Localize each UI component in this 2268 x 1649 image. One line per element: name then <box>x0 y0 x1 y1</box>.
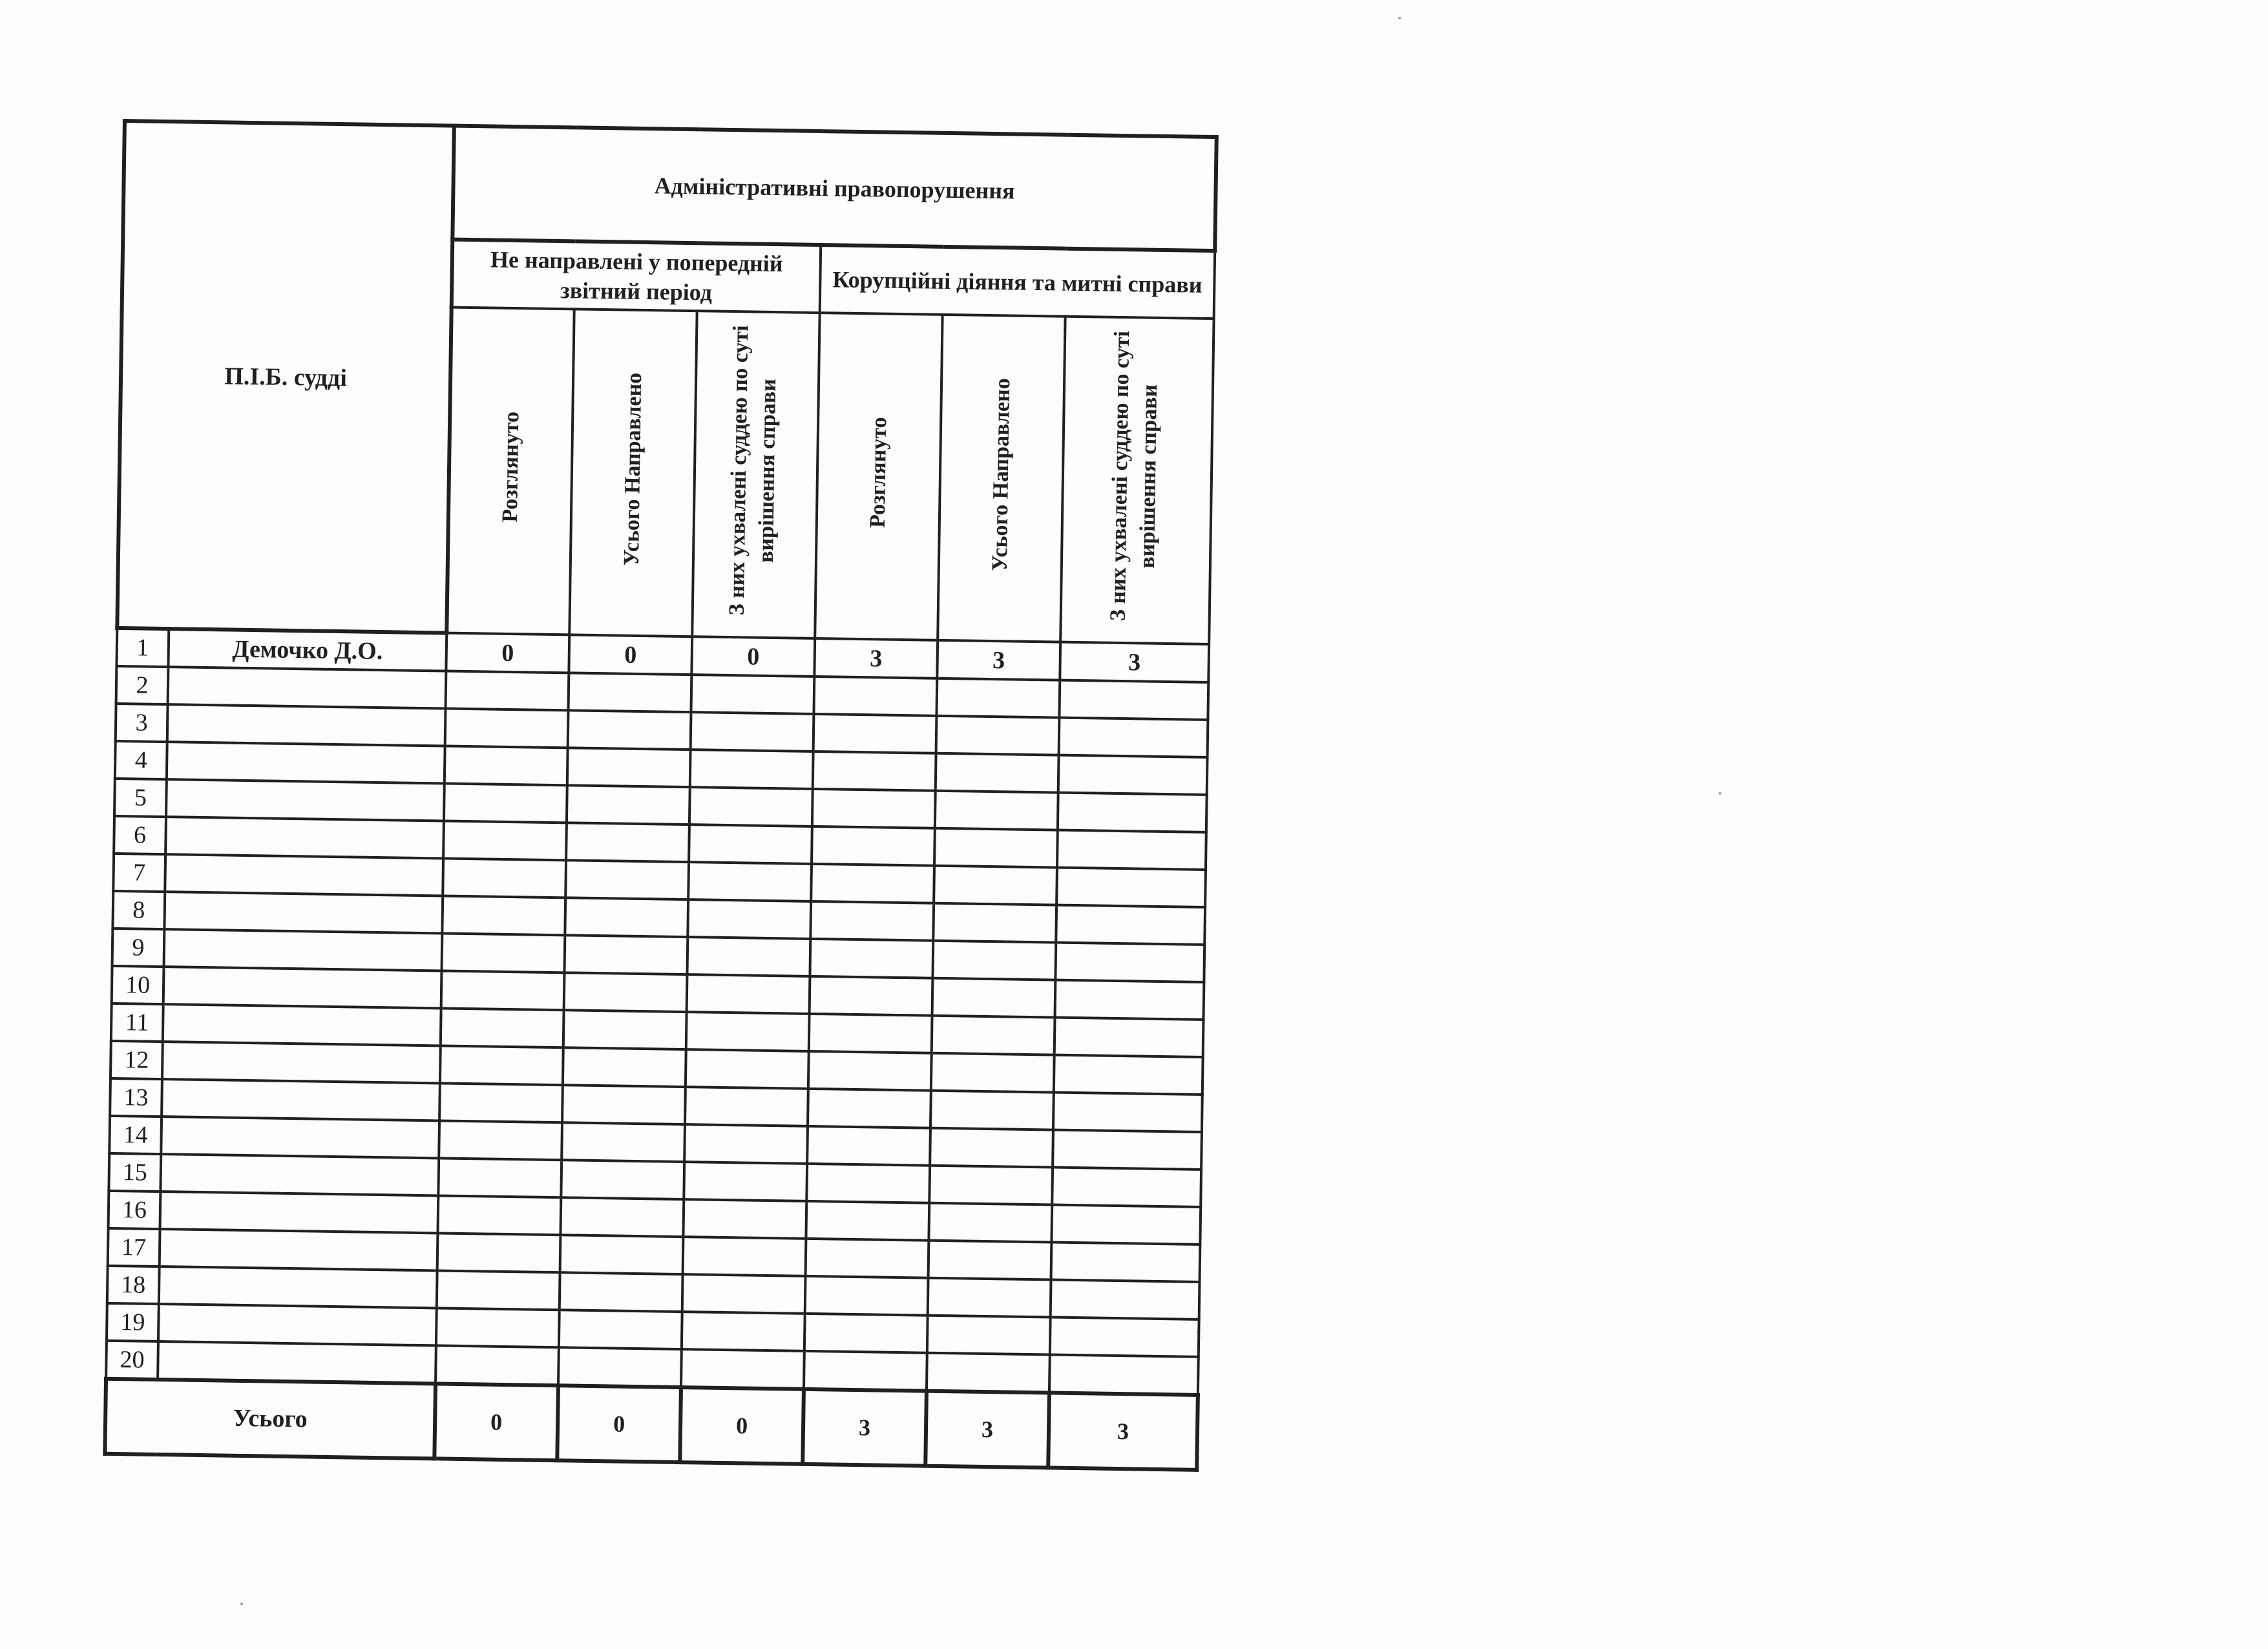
value-cell <box>683 1237 806 1276</box>
value-cell <box>444 783 567 823</box>
value-cell <box>561 1160 684 1199</box>
value-cell <box>814 677 937 716</box>
total-value-cell: 3 <box>1048 1392 1198 1469</box>
row-number: 14 <box>109 1116 162 1154</box>
value-cell <box>685 1087 808 1126</box>
value-cell <box>812 826 935 866</box>
value-cell <box>930 1128 1053 1168</box>
column-header-label: Усього Направлено <box>987 377 1015 571</box>
value-cell <box>1055 980 1204 1020</box>
value-cell <box>934 866 1057 905</box>
value-cell <box>1058 793 1207 832</box>
value-cell <box>935 791 1058 830</box>
value-cell <box>682 1312 805 1351</box>
column-header <box>569 309 697 636</box>
value-cell <box>804 1351 927 1391</box>
value-cell <box>936 678 1060 718</box>
column-header-label: Усього Направлено <box>619 372 647 566</box>
value-cell <box>806 1239 929 1278</box>
value-cell <box>927 1316 1051 1355</box>
value-cell <box>1052 1168 1201 1207</box>
value-cell <box>1057 830 1206 870</box>
column-header-label: З них ухвалені суддею по суті вирішення справи <box>1106 331 1162 622</box>
value-cell <box>930 1091 1054 1130</box>
value-cell <box>807 1126 930 1166</box>
value-cell <box>442 933 565 972</box>
scan-speck <box>240 1602 243 1605</box>
value-cell <box>808 1051 932 1091</box>
value-cell <box>568 710 691 750</box>
value-cell <box>688 899 811 939</box>
value-cell <box>436 1345 559 1385</box>
value-cell <box>563 1010 687 1049</box>
value-cell: 3 <box>1060 642 1209 682</box>
value-cell <box>1059 680 1208 720</box>
value-cell <box>932 1016 1055 1055</box>
scan-speck <box>1719 792 1721 795</box>
report-table-wrapper <box>103 119 1215 1472</box>
value-cell <box>1053 1093 1202 1132</box>
value-cell <box>436 1308 560 1347</box>
value-cell <box>565 860 689 899</box>
column-header <box>815 313 942 640</box>
value-cell <box>565 898 688 937</box>
total-row <box>105 1379 1198 1470</box>
judge-name-cell <box>163 967 442 1008</box>
total-value-cell: 0 <box>680 1387 804 1464</box>
value-cell <box>439 1083 563 1122</box>
total-label: Усього <box>105 1379 436 1459</box>
judge-name-cell <box>158 1341 436 1383</box>
row-number: 10 <box>112 966 164 1004</box>
value-cell <box>1051 1243 1201 1282</box>
total-value-cell: 0 <box>434 1383 558 1460</box>
value-cell <box>440 1045 563 1085</box>
judge-name-cell <box>163 1004 441 1045</box>
value-cell <box>805 1276 929 1316</box>
value-cell <box>936 753 1059 793</box>
judge-name-cell <box>165 817 444 858</box>
value-cell <box>441 971 565 1010</box>
value-cell <box>686 1012 810 1051</box>
value-cell <box>691 675 814 714</box>
value-cell <box>445 746 568 786</box>
column-header-label: Розглянуто <box>498 411 523 523</box>
value-cell <box>813 751 936 791</box>
value-cell <box>927 1353 1050 1393</box>
row-number: 17 <box>108 1228 160 1266</box>
value-cell <box>1051 1280 1200 1319</box>
value-cell <box>806 1201 929 1241</box>
row-number: 5 <box>114 779 167 817</box>
value-cell <box>687 974 810 1014</box>
value-cell <box>1056 868 1206 907</box>
group-header: Корупційні діяння та митні справи <box>820 245 1215 319</box>
row-number: 19 <box>107 1303 159 1341</box>
value-cell <box>929 1166 1053 1205</box>
value-cell <box>562 1085 686 1124</box>
value-cell <box>445 709 569 748</box>
value-cell <box>563 1047 686 1087</box>
row-number: 7 <box>113 854 165 892</box>
value-cell <box>560 1197 684 1237</box>
value-cell <box>932 978 1056 1018</box>
judge-name-cell <box>160 1192 439 1233</box>
value-cell <box>683 1199 806 1239</box>
judge-name-cell <box>166 779 445 821</box>
judge-name-cell <box>160 1154 439 1195</box>
value-cell <box>928 1278 1051 1318</box>
value-cell <box>437 1233 561 1272</box>
column-header <box>1060 317 1213 644</box>
value-cell <box>934 828 1058 868</box>
column-header <box>938 315 1065 642</box>
value-cell <box>438 1158 562 1197</box>
value-cell <box>569 673 692 712</box>
value-cell <box>1058 755 1208 795</box>
value-cell <box>1059 718 1208 757</box>
value-cell <box>1051 1205 1201 1245</box>
value-cell <box>931 1053 1055 1093</box>
judge-name-header: П.І.Б. судді <box>117 121 454 633</box>
value-cell <box>560 1235 684 1274</box>
value-cell <box>446 671 569 711</box>
row-number: 18 <box>107 1266 160 1304</box>
judge-name-cell: Демочко Д.О. <box>168 629 446 671</box>
value-cell <box>1054 1055 1203 1095</box>
judge-name-cell <box>164 892 443 933</box>
value-cell <box>559 1310 682 1349</box>
value-cell <box>562 1122 685 1162</box>
value-cell <box>437 1195 561 1235</box>
value-cell <box>929 1203 1052 1243</box>
value-cell <box>1050 1318 1199 1357</box>
row-number: 12 <box>110 1041 163 1079</box>
value-cell <box>686 1049 809 1089</box>
judge-name-cell <box>167 742 445 783</box>
judge-name-cell <box>160 1229 438 1270</box>
value-cell <box>1053 1130 1202 1170</box>
value-cell: 3 <box>937 640 1060 680</box>
value-cell <box>929 1241 1052 1280</box>
column-header <box>692 311 819 638</box>
value-cell <box>1055 943 1204 982</box>
value-cell <box>443 821 567 860</box>
group-header: Не направлені у попередній звітний період <box>452 240 821 313</box>
value-cell <box>443 858 566 898</box>
total-value-cell: 3 <box>925 1391 1049 1468</box>
value-cell: 0 <box>569 635 692 675</box>
judge-name-cell <box>168 667 446 708</box>
row-number: 2 <box>116 666 169 704</box>
row-number: 16 <box>109 1191 161 1229</box>
value-cell <box>687 937 810 976</box>
value-cell <box>566 823 689 862</box>
value-cell <box>682 1274 806 1314</box>
value-cell <box>690 750 814 789</box>
judge-name-cell <box>167 704 446 746</box>
value-cell <box>442 896 565 935</box>
value-cell <box>1056 905 1205 945</box>
value-cell <box>1055 1018 1204 1057</box>
value-cell <box>932 941 1056 980</box>
value-cell <box>567 785 690 824</box>
value-cell <box>439 1120 562 1160</box>
judge-name-cell <box>159 1266 437 1308</box>
value-cell: 0 <box>446 633 569 673</box>
value-cell <box>684 1124 808 1164</box>
value-cell <box>564 972 688 1012</box>
row-number: 1 <box>116 628 169 667</box>
value-cell <box>810 939 933 978</box>
total-value-cell: 0 <box>557 1385 681 1462</box>
value-cell <box>558 1347 682 1387</box>
column-header-label: Розглянуто <box>865 417 892 529</box>
value-cell <box>688 862 812 901</box>
value-cell <box>684 1162 807 1201</box>
total-value-cell: 3 <box>803 1389 927 1466</box>
scan-speck <box>1398 17 1401 19</box>
value-cell <box>810 976 933 1016</box>
column-header-label: З них ухвалені суддею по суті вирішення справи <box>724 325 781 616</box>
admin-offences-table <box>103 119 1219 1472</box>
value-cell: 3 <box>814 638 938 678</box>
judge-name-cell <box>162 1042 441 1083</box>
column-header <box>446 308 574 635</box>
value-cell <box>806 1164 930 1203</box>
main-title: Адміністративні правопорушення <box>452 126 1217 251</box>
row-number: 15 <box>109 1153 161 1192</box>
row-number: 11 <box>111 1003 163 1042</box>
value-cell <box>809 1014 932 1053</box>
value-cell <box>437 1270 560 1310</box>
row-number: 9 <box>112 929 165 967</box>
judge-name-cell <box>162 1079 440 1120</box>
value-cell <box>814 714 937 753</box>
value-cell <box>567 748 691 787</box>
value-cell: 0 <box>691 636 815 677</box>
row-number: 8 <box>112 891 165 929</box>
value-cell <box>691 712 814 751</box>
judge-name-cell <box>161 1117 439 1158</box>
value-cell <box>804 1314 928 1353</box>
row-number: 6 <box>114 816 166 854</box>
value-cell <box>811 864 934 903</box>
value-cell <box>441 1008 564 1047</box>
value-cell <box>564 935 688 974</box>
value-cell <box>560 1272 683 1312</box>
row-number: 13 <box>110 1078 162 1117</box>
judge-name-cell <box>164 929 443 971</box>
value-cell <box>933 903 1056 943</box>
judge-name-cell <box>165 854 443 896</box>
value-cell <box>808 1089 931 1128</box>
value-cell <box>810 901 934 941</box>
value-cell <box>812 789 936 828</box>
row-number: 20 <box>106 1341 158 1380</box>
row-number: 4 <box>115 741 167 779</box>
value-cell <box>1049 1354 1199 1394</box>
judge-name-cell <box>158 1304 437 1345</box>
value-cell <box>681 1349 804 1389</box>
row-number: 3 <box>116 704 168 742</box>
value-cell <box>936 716 1060 755</box>
value-cell <box>689 824 812 864</box>
value-cell <box>689 787 813 826</box>
